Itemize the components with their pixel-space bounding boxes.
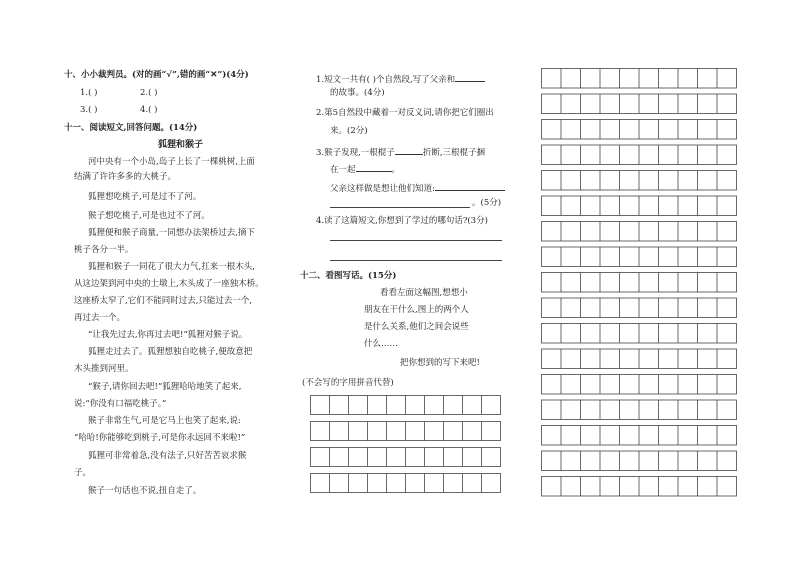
section11-heading: 十一、阅读短文,回答问题。(14分)	[64, 123, 198, 133]
passage-line: 木头推到河里。	[74, 364, 134, 374]
question-2-cont: 来。(2分)	[330, 126, 368, 136]
passage-line: 狐狸走过去了。狐狸想独自吃桃子,便故意把	[88, 347, 253, 357]
question-2: 2.第5自然段中藏着一对反义词,请你把它们圈出	[316, 108, 494, 118]
question-1-cont: 的故事。(4分)	[330, 88, 385, 98]
passage-line: “哈哈!你能够吃到桃子,可是你永远回不来啦!”	[74, 433, 246, 443]
question-1: 1.短文一共有( )个自然段,写了父亲和	[316, 72, 485, 86]
passage-line: 再过去一个。	[74, 313, 126, 323]
prompt-line: 是什么关系,他们之间会说些	[364, 322, 469, 332]
passage-line: 河中央有一个小岛,岛子上长了一棵桃树,上面	[88, 157, 255, 167]
section12-heading: 十二、看图写话。(15分)	[300, 271, 397, 281]
prompt-line: 朋友在干什么,图上的两个人	[364, 305, 469, 315]
passage-line: “让我先过去,你再过去吧!”狐狸对猴子说。	[88, 330, 248, 340]
passage-line: 结满了许许多多的大桃子。	[74, 172, 177, 182]
prompt-line: 看看左面这幅图,想想小	[380, 288, 468, 298]
judge-item-2[interactable]: 2.( )	[140, 88, 158, 98]
answer-blank[interactable]	[356, 162, 392, 172]
passage-line: 从这边架到河中央的土墩上,木头成了一座独木桥。	[74, 279, 264, 289]
passage-line: 说:“你没有口福吃桃子。”	[74, 399, 167, 409]
answer-blank[interactable]	[395, 145, 423, 155]
passage-line: 猴子想吃桃子,可是也过不了河。	[88, 211, 210, 221]
answer-line[interactable]	[330, 260, 502, 261]
section10-heading: 十、小小裁判员。(对的画“√”,错的画“✕”)(4分)	[64, 70, 249, 80]
passage-line: 桃子各分一半。	[74, 245, 134, 255]
passage-title: 狐狸和猴子	[158, 140, 204, 150]
passage-line: 狐狸可非常着急,没有法子,只好苦苦哀求猴	[88, 451, 247, 461]
passage-line: 子。	[74, 468, 92, 478]
question-3-father: 父亲这样做是想让他们知道:	[330, 181, 505, 195]
question-4: 4.读了这篇短文,你想到了学过的哪句话?(3分)	[316, 216, 488, 226]
passage-line: 狐狸便和猴子商量,一同想办法架桥过去,摘下	[88, 228, 255, 238]
passage-line: 狐狸和猴子一同花了很大力气,扛来一根木头,	[88, 262, 255, 272]
prompt-line: 什么……	[364, 339, 399, 349]
passage-line: 狐狸想吃桃子,可是过不了河。	[88, 192, 202, 202]
passage-line: “猴子,请你回去吧!”狐狸哈哈地笑了起来,	[88, 382, 242, 392]
question-3-score: 。(5分)	[472, 198, 502, 208]
judge-item-4[interactable]: 4.( )	[140, 105, 158, 115]
passage-line: 这座桥太窄了,它们不能同时过去,只能过去一个,	[74, 296, 253, 306]
judge-item-1[interactable]: 1.( )	[80, 88, 98, 98]
answer-line[interactable]	[330, 240, 502, 241]
judge-item-3[interactable]: 3.( )	[80, 105, 98, 115]
answer-blank[interactable]	[435, 181, 505, 191]
answer-line[interactable]	[330, 207, 470, 208]
passage-line: 猴子一句话也不说,扭自走了。	[88, 486, 202, 496]
passage-line: 猴子非常生气,可是它马上也笑了起来,说:	[88, 416, 241, 426]
prompt-end: 把你想到的写下来吧!	[400, 358, 480, 368]
writing-grid-small[interactable]	[310, 395, 502, 497]
writing-grid-large[interactable]	[541, 68, 737, 497]
question-3: 3.猴子发现,一根棍子 折断,三根棍子捆	[316, 145, 485, 159]
pinyin-note: (不会写的字用拼音代替)	[302, 378, 394, 388]
answer-blank[interactable]	[455, 72, 485, 82]
question-3-cont: 在一起 。	[330, 162, 400, 176]
